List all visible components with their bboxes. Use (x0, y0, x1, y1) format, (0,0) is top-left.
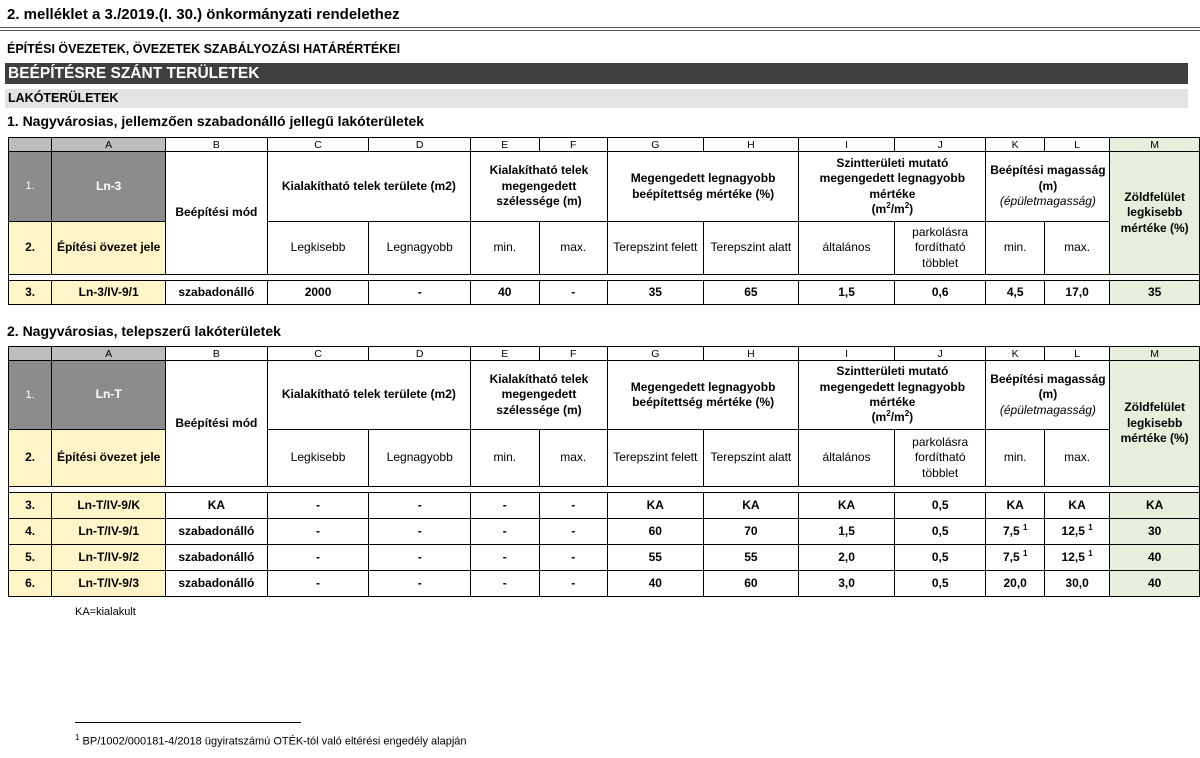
row-number: 2. (9, 222, 52, 275)
header-szintteruleti-text: Szintterületi mutató megengedett legnagyobb mértéke (819, 155, 966, 201)
zone-id: Ln-T/IV-9/K (52, 493, 166, 519)
header-terepszint-felett: Terepszint felett (607, 222, 703, 275)
column-letter-h: H (703, 138, 799, 152)
footnote-separator (75, 722, 301, 723)
header-szintteruleti (799, 361, 986, 430)
header-parkolasra: parkolásra fordítható többlet (894, 430, 986, 487)
header-szintteruleti-unit: $(m^2/m^2)$ (871, 409, 914, 425)
cell-j: 0,5 (894, 545, 986, 571)
cell-g: KA (607, 493, 703, 519)
cell-f: - (539, 571, 607, 597)
cell-k (986, 571, 1044, 597)
cell-f: - (539, 545, 607, 571)
table-row (9, 545, 1200, 571)
header-beepitesi-mod: Beépítési mód (166, 361, 268, 487)
cell-c: - (267, 545, 369, 571)
header-telek-terulet: Kialakítható telek területe (m2) (267, 152, 470, 222)
zone-id: Ln-T/IV-9/2 (52, 545, 166, 571)
footnote-mark: 1 (75, 733, 80, 742)
cell-h: 60 (703, 571, 799, 597)
subsection-band: LAKÓTERÜLETEK (5, 89, 1188, 108)
column-letter-j: J (894, 347, 986, 361)
row-number: 3. (9, 493, 52, 519)
cell-zoldfelulet: 30 (1110, 519, 1200, 545)
cell-j: 0,5 (894, 493, 986, 519)
column-letter-e: E (471, 347, 539, 361)
cell-k (986, 493, 1044, 519)
corner-cell (9, 347, 52, 361)
cell-d: - (369, 545, 471, 571)
header-legnagyobb: Legnagyobb (369, 430, 471, 487)
column-letter-g: G (607, 347, 703, 361)
header-magassag-max: max. (1044, 222, 1109, 275)
cell-beepitesi-mod: szabadonálló (166, 545, 268, 571)
header-epitesi-ovezet-jele: Építési övezet jele (52, 430, 166, 487)
footnote (75, 733, 467, 748)
cell-c: - (267, 493, 369, 519)
cell-e: - (471, 545, 539, 571)
cell-c: - (267, 519, 369, 545)
header-beepitettseg: Megengedett legnagyobb beépítettség mértéke (%) (607, 152, 798, 222)
header-min: min. (471, 222, 539, 275)
column-letter-row (9, 138, 1200, 152)
cell-j: 0,5 (894, 519, 986, 545)
cell-e: - (471, 493, 539, 519)
cell-k-value: KA (1006, 497, 1024, 512)
cell-l-value: 30,0 (1065, 575, 1089, 590)
header-beepitesi-mod: Beépítési mód (166, 152, 268, 275)
column-letter-d: D (369, 138, 471, 152)
cell-beepitesi-mod: szabadonálló (166, 519, 268, 545)
cell-d: - (369, 493, 471, 519)
cell-h: 55 (703, 545, 799, 571)
header-min: min. (471, 430, 539, 487)
header-magassag-text: Beépítési magasság (m) (990, 163, 1106, 193)
cell-l (1044, 281, 1109, 305)
zone-table-ln3 (8, 137, 1200, 305)
header-szintteruleti (799, 152, 986, 222)
footnote-text: BP/1002/000181-4/2018 ügyiratszámú OTÉK-tól való eltérési engedély alapján (82, 735, 467, 748)
cell-j: 0,5 (894, 571, 986, 597)
header-magassag (986, 361, 1110, 430)
column-letter-k: K (986, 347, 1044, 361)
header-telek-szelesseg: Kialakítható telek megengedett szélessége (m) (471, 361, 608, 430)
column-letter-a: A (52, 347, 166, 361)
header-max: max. (539, 430, 607, 487)
cell-h: KA (703, 493, 799, 519)
cell-k-value: 7,5 (1002, 549, 1020, 564)
cell-zoldfelulet: 40 (1110, 571, 1200, 597)
row-number: 3. (9, 281, 52, 305)
cell-beepitesi-mod: szabadonálló (166, 571, 268, 597)
cell-k (986, 545, 1044, 571)
header-altalanos: általános (799, 222, 895, 275)
header-terepszint-felett: Terepszint felett (607, 430, 703, 487)
cell-l (1044, 493, 1109, 519)
header-beepitettseg: Megengedett legnagyobb beépítettség mértéke (%) (607, 361, 798, 430)
document-title: 2. melléklet a 3./2019.(I. 30.) önkormányzati rendelethez (7, 6, 400, 23)
column-letter-f: F (539, 347, 607, 361)
footnote-ref: 1 (1088, 522, 1093, 532)
header-altalanos: általános (799, 430, 895, 487)
zone-id: Ln-T/IV-9/3 (52, 571, 166, 597)
zone-code: Ln-3 (52, 152, 166, 222)
cell-d: - (369, 281, 471, 305)
cell-h: 65 (703, 281, 799, 305)
cell-f: - (539, 493, 607, 519)
zone-code: Ln-T (52, 361, 166, 430)
zones-title: ÉPÍTÉSI ÖVEZETEK, ÖVEZETEK SZABÁLYOZÁSI HATÁRÉRTÉKEI (7, 42, 401, 56)
footnote-ref: 1 (1088, 548, 1093, 558)
cell-l-value: 12,5 (1061, 549, 1085, 564)
column-letter-m: M (1110, 138, 1200, 152)
zone-id: Ln-T/IV-9/1 (52, 519, 166, 545)
cell-e: - (471, 571, 539, 597)
cell-g: 40 (607, 571, 703, 597)
header-legkisebb: Legkisebb (267, 430, 369, 487)
cell-l (1044, 545, 1109, 571)
cell-beepitesi-mod: KA (166, 493, 268, 519)
header-terepszint-alatt: Terepszint alatt (703, 430, 799, 487)
table-row (9, 281, 1200, 305)
cell-f: - (539, 281, 607, 305)
header-legkisebb: Legkisebb (267, 222, 369, 275)
footnote-ref: 1 (1022, 522, 1028, 532)
abbreviation-note: KA=kialakult (75, 606, 136, 618)
cell-k-value: 4,5 (1006, 284, 1024, 299)
header-zoldfelulet: Zöldfelület legkisebb mértéke (%) (1110, 361, 1200, 487)
cell-i: KA (799, 493, 895, 519)
cell-i: 1,5 (799, 281, 895, 305)
cell-i: 1,5 (799, 519, 895, 545)
cell-h: 70 (703, 519, 799, 545)
cell-g: 35 (607, 281, 703, 305)
column-letter-row (9, 347, 1200, 361)
column-letter-c: C (267, 347, 369, 361)
header-magassag-min: min. (986, 430, 1044, 487)
cell-k (986, 519, 1044, 545)
column-letter-i: I (799, 347, 895, 361)
header-magassag-text: Beépítési magasság (m) (990, 371, 1106, 402)
column-letter-l: L (1044, 347, 1109, 361)
header-szintteruleti-unit: $(m^2/m^2)$ (871, 200, 914, 216)
zone-table-lnt (8, 346, 1200, 597)
column-letter-b: B (166, 347, 268, 361)
column-letter-c: C (267, 138, 369, 152)
column-letter-l: L (1044, 138, 1109, 152)
cell-zoldfelulet: 40 (1110, 545, 1200, 571)
row-number: 5. (9, 545, 52, 571)
header-terepszint-alatt: Terepszint alatt (703, 222, 799, 275)
header-magassag-italic: (épületmagasság) (999, 194, 1096, 209)
header-szintteruleti-text: Szintterületi mutató megengedett legnagyobb mértéke (819, 364, 966, 409)
cell-l (1044, 571, 1109, 597)
header-legnagyobb: Legnagyobb (369, 222, 471, 275)
title-rule-bottom (0, 30, 1200, 31)
column-letter-k: K (986, 138, 1044, 152)
cell-k-value: 7,5 (1002, 523, 1020, 538)
header-magassag-italic: (épületmagasság) (999, 402, 1096, 417)
table-row (9, 571, 1200, 597)
cell-zoldfelulet: 35 (1110, 281, 1200, 305)
header-magassag-min: min. (986, 222, 1044, 275)
cell-d: - (369, 519, 471, 545)
cell-i: 2,0 (799, 545, 895, 571)
row-number: 2. (9, 430, 52, 487)
cell-c: - (267, 571, 369, 597)
cell-c: 2000 (267, 281, 369, 305)
header-zoldfelulet: Zöldfelület legkisebb mértéke (%) (1110, 152, 1200, 275)
row-number: 4. (9, 519, 52, 545)
cell-zoldfelulet: KA (1110, 493, 1200, 519)
column-letter-a: A (52, 138, 166, 152)
cell-k-value: 20,0 (1003, 575, 1027, 590)
zone-id: Ln-3/IV-9/1 (52, 281, 166, 305)
column-letter-e: E (471, 138, 539, 152)
cell-e: - (471, 519, 539, 545)
column-letter-f: F (539, 138, 607, 152)
column-letter-h: H (703, 347, 799, 361)
cell-beepitesi-mod: szabadonálló (166, 281, 268, 305)
row-number: 1. (9, 361, 52, 430)
cell-g: 55 (607, 545, 703, 571)
cell-i: 3,0 (799, 571, 895, 597)
column-letter-m: M (1110, 347, 1200, 361)
header-row-1 (9, 152, 1200, 222)
column-letter-d: D (369, 347, 471, 361)
section1-title: 1. Nagyvárosias, jellemzően szabadonálló jellegű lakóterületek (7, 113, 425, 129)
cell-j: 0,6 (894, 281, 986, 305)
section2-title: 2. Nagyvárosias, telepszerű lakóterületek (7, 323, 281, 339)
column-letter-j: J (894, 138, 986, 152)
table-row (9, 519, 1200, 545)
header-magassag (986, 152, 1110, 222)
column-letter-g: G (607, 138, 703, 152)
table-row (9, 493, 1200, 519)
cell-l-value: KA (1068, 497, 1086, 512)
corner-cell (9, 138, 52, 152)
cell-f: - (539, 519, 607, 545)
header-row-1 (9, 361, 1200, 430)
row-number: 1. (9, 152, 52, 222)
cell-l-value: 17,0 (1065, 284, 1089, 299)
header-max: max. (539, 222, 607, 275)
title-rule-top (0, 27, 1200, 28)
header-epitesi-ovezet-jele: Építési övezet jele (52, 222, 166, 275)
column-letter-b: B (166, 138, 268, 152)
cell-d: - (369, 571, 471, 597)
cell-e: 40 (471, 281, 539, 305)
column-letter-i: I (799, 138, 895, 152)
header-telek-terulet: Kialakítható telek területe (m2) (267, 361, 470, 430)
footnote-ref: 1 (1022, 548, 1028, 558)
header-telek-szelesseg: Kialakítható telek megengedett szélessége (m) (471, 152, 608, 222)
row-number: 6. (9, 571, 52, 597)
cell-g: 60 (607, 519, 703, 545)
cell-l (1044, 519, 1109, 545)
header-magassag-max: max. (1044, 430, 1109, 487)
cell-l-value: 12,5 (1061, 523, 1085, 538)
header-parkolasra: parkolásra fordítható többlet (894, 222, 986, 275)
section-band: BEÉPÍTÉSRE SZÁNT TERÜLETEK (5, 63, 1188, 84)
cell-k (986, 281, 1044, 305)
